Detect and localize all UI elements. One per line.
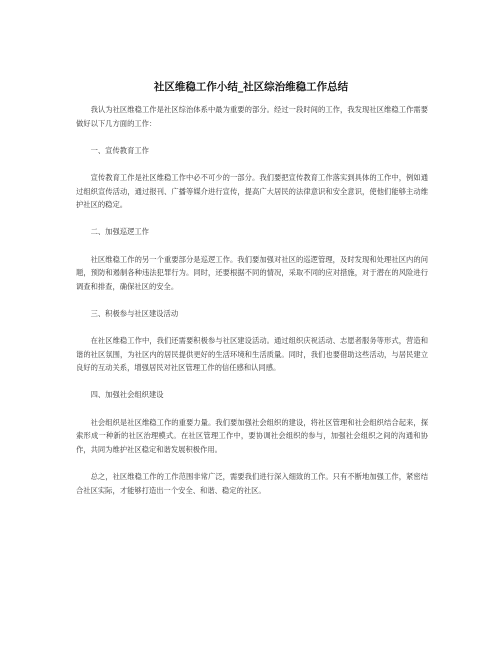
section-heading-2: 二、加强巡逻工作 — [90, 227, 149, 237]
document-body — [76, 103, 428, 511]
section-heading-4: 四、加强社会组织建设 — [90, 390, 164, 400]
section-body-4: 社会组织是社区维稳工作的重要力量。我们要加强社会组织的建设，将社区管理和社会组织结合起来，探索形成一种新的社区治理模式。在社区管理工作中，要协调社会组织的参与，加强社会组织之间的沟通和协作，共同为维护社区稳定和谐发展积极作用。 — [76, 417, 428, 454]
conclusion-paragraph: 总之，社区维稳工作的工作范围非常广泛，需要我们进行深入细致的工作。只有不断地加强工作，紧密结合社区实际，才能够打造出一个安全、和谐、稳定的社区。 — [76, 472, 428, 495]
section-heading-1: 一、宣传教育工作 — [90, 145, 149, 155]
intro-paragraph: 我认为社区维稳工作是社区综治体系中最为重要的部分。经过一段时间的工作，我发现社区维稳工作需要做好以下几方面的工作： — [76, 105, 428, 128]
section-body-3: 在社区维稳工作中，我们还需要积极参与社区建设活动。通过组织庆祝活动、志愿者服务等形式，营造和谐的社区氛围，为社区内的居民提供更好的生活环境和生活质量。同时，我们也要借助这些活动，与居民建立良好的互动关系，增强居民对社区管理工作的信任感和认同感。 — [76, 336, 428, 373]
section-heading-3: 三、积极参与社区建设活动 — [90, 308, 179, 318]
section-body-1: 宣传教育工作是社区维稳工作中必不可少的一部分。我们要把宣传教育工作落实到具体的工作中，例如通过组织宣传活动，通过报刊、广播等媒介进行宣传，提高广大居民的法律意识和安全意识，使他们能够主动维护社区的稳定。 — [76, 172, 428, 210]
document-title: 社区维稳工作小结_社区综治维稳工作总结 — [153, 81, 349, 93]
section-body-2: 社区维稳工作的另一个重要部分是巡逻工作。我们要加强对社区的巡逻管理，及时发现和处理社区内的问题，预防和遏制各种违法犯罪行为。同时，还要根据不同的情况，采取不同的应对措施，对于潜在的风险进行调查和排查，确保社区的安全。 — [76, 254, 428, 291]
